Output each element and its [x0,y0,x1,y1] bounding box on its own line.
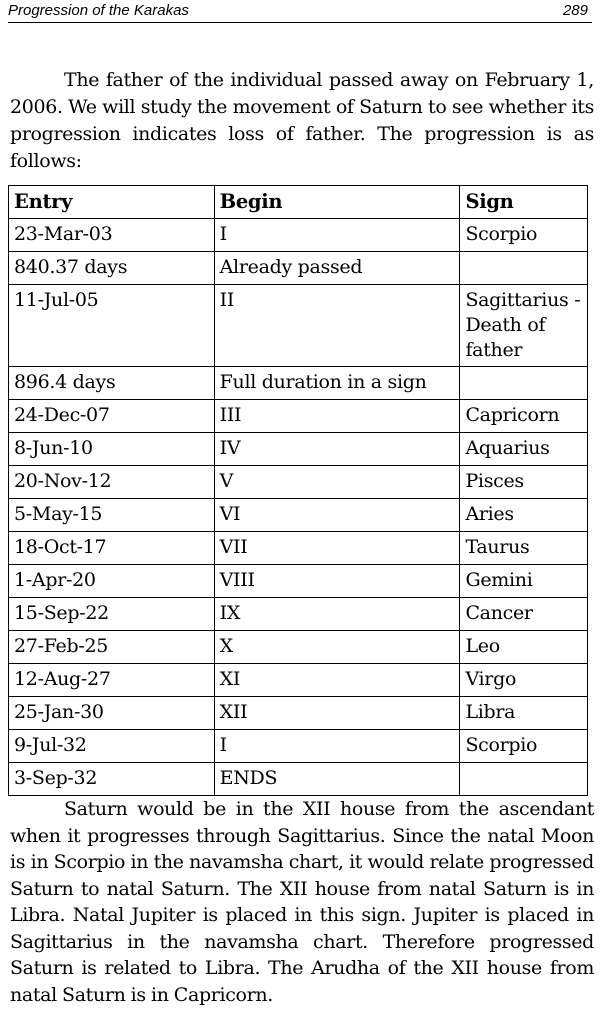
column-header-entry: Entry [9,186,215,219]
running-header [8,0,592,23]
column-header-sign: Sign [460,186,588,219]
cell-sign: Cancer [460,598,588,631]
page-number: 289 [562,2,588,19]
table-row [9,252,588,285]
cell-sign: Scorpio [460,219,588,252]
cell-begin: I [214,730,460,763]
table-row [9,285,588,367]
closing-paragraph: Saturn would be in the XII house from the ascendant when it progresses through Sagittarius. Since the natal Moon is in Scorpio in the navamsha chart, it would relate progressed Saturn to natal Saturn. The XII house from natal Saturn is in Libra. Natal Jupiter is placed in this sign. Jupiter is placed in Sagittarius in the navamsha chart. Therefore progressed Saturn is related to Libra. The Arudha of the XII house from natal Saturn is in Capricorn. [10,798,594,1006]
cell-entry: 9-Jul-32 [9,730,215,763]
cell-entry: 20-Nov-12 [9,466,215,499]
intro-paragraph: The father of the individual passed away on February 1, 2006. We will study the movement of Saturn to see whether its progression indicates loss of father. The progression is as follows: [10,69,594,172]
cell-begin: VII [214,532,460,565]
cell-begin: XI [214,664,460,697]
cell-begin: IX [214,598,460,631]
table-row [9,532,588,565]
table-row [9,697,588,730]
cell-entry: 11-Jul-05 [9,285,215,367]
table-row [9,466,588,499]
cell-begin: ENDS [214,763,460,796]
cell-sign [460,763,588,796]
cell-entry: 896.4 days [9,367,215,400]
cell-begin: Already passed [214,252,460,285]
cell-sign [460,367,588,400]
table-row [9,664,588,697]
cell-entry: 15-Sep-22 [9,598,215,631]
cell-entry: 27-Feb-25 [9,631,215,664]
table-row [9,730,588,763]
table-row [9,400,588,433]
running-title: Progression of the Karakas [8,2,189,19]
cell-sign: Capricorn [460,400,588,433]
cell-entry: 18-Oct-17 [9,532,215,565]
table-row [9,219,588,252]
table-row [9,565,588,598]
cell-sign: Aries [460,499,588,532]
cell-sign: Aquarius [460,433,588,466]
cell-entry: 12-Aug-27 [9,664,215,697]
table-header-row [9,186,588,219]
cell-sign: Leo [460,631,588,664]
cell-entry: 3-Sep-32 [9,763,215,796]
cell-sign: Libra [460,697,588,730]
cell-sign: Sagittarius -Death of father [460,285,588,367]
cell-entry: 23-Mar-03 [9,219,215,252]
cell-begin: XII [214,697,460,730]
cell-entry: 5-May-15 [9,499,215,532]
cell-entry: 25-Jan-30 [9,697,215,730]
cell-begin: VIII [214,565,460,598]
cell-begin: II [214,285,460,367]
table-body [9,219,588,796]
table-row [9,433,588,466]
cell-entry: 1-Apr-20 [9,565,215,598]
table-row [9,499,588,532]
cell-begin: V [214,466,460,499]
column-header-begin: Begin [214,186,460,219]
cell-sign: Gemini [460,565,588,598]
cell-begin: IV [214,433,460,466]
cell-sign: Scorpio [460,730,588,763]
cell-entry: 8-Jun-10 [9,433,215,466]
cell-sign [460,252,588,285]
cell-entry: 840.37 days [9,252,215,285]
table-row [9,763,588,796]
cell-sign: Virgo [460,664,588,697]
saturn-progression-table [8,185,588,796]
table-row [9,598,588,631]
cell-begin: VI [214,499,460,532]
cell-sign: Taurus [460,532,588,565]
cell-begin: Full duration in a sign [214,367,460,400]
cell-entry: 24-Dec-07 [9,400,215,433]
cell-sign: Pisces [460,466,588,499]
table-row [9,631,588,664]
cell-begin: III [214,400,460,433]
cell-begin: X [214,631,460,664]
cell-begin: I [214,219,460,252]
table-row [9,367,588,400]
